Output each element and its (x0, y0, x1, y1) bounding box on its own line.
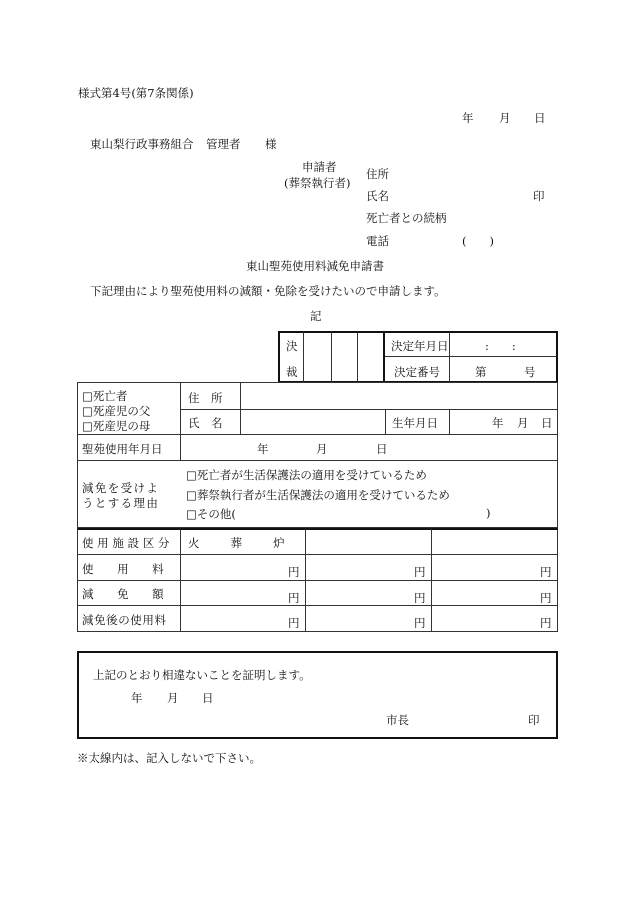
ki-label: 記 (310, 309, 322, 323)
fee-label: 使用料 (82, 562, 188, 576)
intro-text: 下記理由により聖苑使用料の減額・免除を受けたいので申請します。 (90, 284, 446, 298)
yen-mark: 円 (540, 565, 552, 579)
facility-value: 火葬炉 (188, 536, 316, 550)
certification-seal: 印 (528, 713, 540, 727)
usage-date-label: 聖苑使用年月日 (82, 442, 163, 456)
kessai-char-2: 裁 (286, 365, 298, 379)
birth-day: 日 (541, 416, 553, 430)
date-day: 日 (534, 111, 546, 125)
kessai-char-1: 決 (286, 339, 298, 353)
applicant-seal: 印 (533, 189, 545, 203)
usage-day: 日 (376, 442, 388, 456)
deceased-address-label: 住 所 (188, 391, 223, 405)
certification-month: 月 (167, 691, 179, 705)
certification-day: 日 (202, 691, 214, 705)
reduction-label: 減免額 (82, 587, 188, 601)
applicant-phone-paren: ( ) (462, 234, 494, 248)
applicant-sublabel: (葬祭執行者) (284, 176, 351, 190)
usage-month: 月 (316, 442, 328, 456)
decision-date-label: 決定年月日 (391, 339, 449, 353)
reason-option-other[interactable]: □その他( (186, 507, 236, 521)
reason-label-line2: うとする理由 (82, 496, 160, 510)
decision-number-prefix: 第 (475, 365, 487, 379)
mayor-label: 市長 (386, 713, 409, 727)
reason-option-welfare-organizer[interactable]: □葬祭執行者が生活保護法の適用を受けているため (186, 488, 450, 502)
facility-label: 使用施設区分 (82, 536, 174, 550)
usage-year: 年 (257, 442, 269, 456)
date-year: 年 (462, 111, 474, 125)
applicant-phone-label: 電話 (366, 234, 389, 248)
checkbox-deceased[interactable]: □死亡者 (82, 389, 128, 403)
decision-number-label: 決定番号 (394, 365, 440, 379)
applicant-name-label: 氏名 (366, 189, 389, 203)
checkbox-stillborn-mother[interactable]: □死産児の母 (82, 419, 151, 433)
yen-mark: 円 (540, 616, 552, 630)
addressee-honorific: 様 (265, 137, 277, 151)
certification-text: 上記のとおり相違ないことを証明します。 (93, 668, 311, 682)
yen-mark: 円 (414, 616, 426, 630)
reason-other-close: ) (486, 506, 491, 520)
yen-mark: 円 (414, 591, 426, 605)
certification-year: 年 (131, 691, 143, 705)
after-reduction-label: 減免後の使用料 (82, 613, 167, 627)
applicant-address-label: 住所 (366, 167, 389, 181)
addressee-role: 管理者 (206, 137, 241, 151)
applicant-label: 申請者 (302, 160, 337, 174)
deceased-name-label: 氏 名 (188, 416, 223, 430)
date-month: 月 (499, 111, 511, 125)
yen-mark: 円 (540, 591, 552, 605)
footnote: ※太線内は、記入しないで下さい。 (77, 751, 261, 765)
certification-box (77, 651, 558, 739)
yen-mark: 円 (414, 565, 426, 579)
decision-number-suffix: 号 (524, 365, 536, 379)
yen-mark: 円 (288, 591, 300, 605)
yen-mark: 円 (288, 565, 300, 579)
birthdate-label: 生年月日 (392, 416, 438, 430)
reason-label-line1: 減免を受けよ (82, 481, 160, 495)
birth-month: 月 (517, 416, 529, 430)
addressee-org: 東山梨行政事務組合 (90, 137, 194, 151)
document-title: 東山聖苑使用料減免申請書 (246, 259, 384, 273)
applicant-relation-label: 死亡者との続柄 (366, 211, 447, 225)
decision-date-value: : : (485, 339, 516, 353)
yen-mark: 円 (288, 616, 300, 630)
birth-year: 年 (492, 416, 504, 430)
reason-option-welfare-deceased[interactable]: □死亡者が生活保護法の適用を受けているため (186, 468, 427, 482)
checkbox-stillborn-father[interactable]: □死産児の父 (82, 404, 151, 418)
form-number: 様式第4号(第7条関係) (78, 86, 194, 100)
